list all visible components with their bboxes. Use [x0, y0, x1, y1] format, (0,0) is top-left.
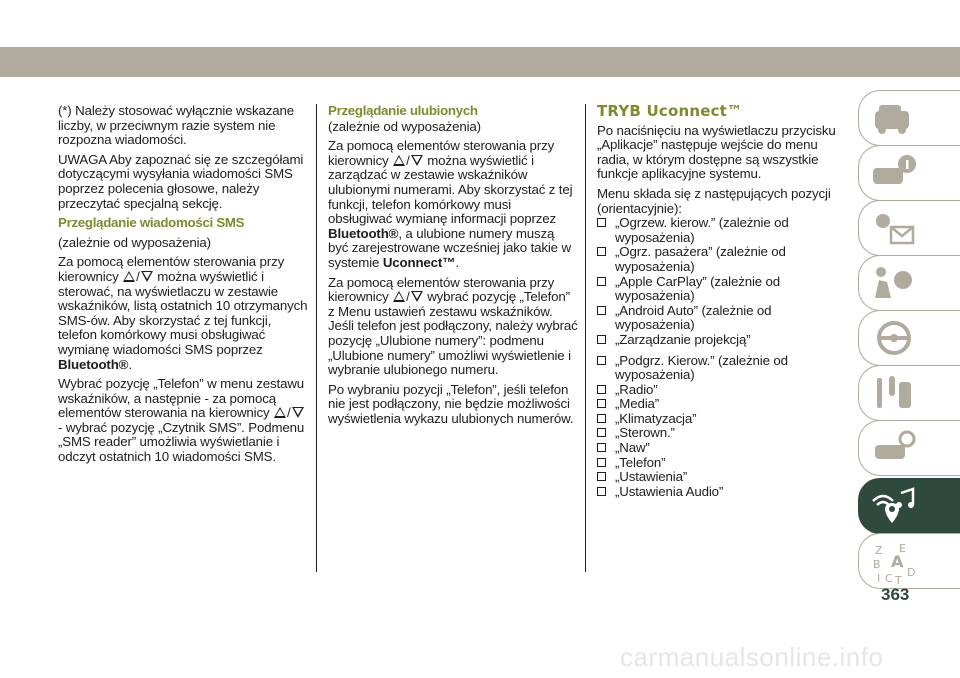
- triangle-down-icon: [411, 291, 423, 302]
- checkbox-bullet-icon: [597, 472, 606, 481]
- tab-driving[interactable]: [858, 310, 960, 366]
- menu-intro: Menu składa się z następujących pozycji (orientacyjnie):: [597, 185, 831, 216]
- svg-text:B: B: [873, 558, 881, 571]
- checkbox-bullet-icon: [597, 356, 606, 365]
- watermark: carmanualsonline.info: [620, 642, 884, 672]
- list-item: „Radio”: [597, 383, 847, 398]
- checkbox-bullet-icon: [597, 277, 606, 286]
- tab-multimedia[interactable]: [858, 478, 960, 534]
- equipment-note: (zależnie od wyposażenia): [58, 234, 211, 250]
- checkbox-bullet-icon: [597, 399, 606, 408]
- favorites-instructions: Za pomocą elementów sterowania przy kierownicy / można wyświetlić i zarządzać w zestawie wskaźników ulubionymi numerami. Aby skorzystać z tej funkcji, telefon komórkowy musi obsługiwać wymianę informacji poprzez Bluetooth®, a ulubione numery muszą być zarejestrowane wcześniej jako takie w systemie Uconnect™.: [328, 138, 573, 270]
- tab-dashboard[interactable]: [858, 90, 960, 146]
- checkbox-bullet-icon: [597, 247, 606, 256]
- column-divider-2: [585, 104, 586, 572]
- header-band: [0, 47, 960, 77]
- svg-text:Z: Z: [875, 544, 883, 557]
- checkbox-bullet-icon: [597, 487, 606, 496]
- favorites-menu-instructions: Za pomocą elementów sterowania przy kierownicy / wybrać pozycję „Telefon” z Menu ustawień zestawu wskaźników. Jeśli telefon jest podłączony, należy wybrać pozycję „Ulubione numery”: podmenu „Ulubione numery” umożliwi wyświetlenie i wybranie ulubionego numeru.: [328, 274, 578, 378]
- checkbox-bullet-icon: [597, 443, 606, 452]
- tab-car-info[interactable]: [858, 145, 960, 201]
- index-icon: [869, 540, 919, 586]
- tools-icon: [869, 372, 919, 414]
- checkbox-bullet-icon: [597, 458, 606, 467]
- svg-text:T: T: [895, 574, 902, 586]
- triangle-up-icon: [274, 407, 286, 418]
- sms-reader-instructions: Wybrać pozycję „Telefon” w menu zestawu wskaźników, a następnie - za pomocą elementów sterowania na kierownicy / - wybrać pozycję „Czytnik SMS”. Podmenu „SMS reader” umożliwia wyświetlanie i odczyt ostatnich 10 wiadomości SMS.: [58, 376, 305, 465]
- list-item: „Apple CarPlay” (zależnie od wyposażenia): [597, 275, 847, 304]
- car-dashboard-icon: [869, 97, 919, 139]
- page-number: 363: [881, 585, 910, 604]
- chapter-tabs: [858, 90, 960, 585]
- section-heading-sms: Przeglądanie wiadomości SMS: [58, 215, 245, 231]
- media-navigation-icon: [869, 485, 919, 531]
- list-item: „Podgrz. Kierow.” (zależnie od wyposażenia): [597, 354, 847, 383]
- column-1: [58, 104, 308, 470]
- column-2: [328, 104, 578, 431]
- airbag-icon: [869, 262, 919, 304]
- equipment-note: (zależnie od wyposażenia): [328, 118, 481, 134]
- car-info-icon: [869, 152, 919, 194]
- menu-list: [597, 216, 847, 499]
- triangle-down-icon: [292, 407, 304, 418]
- svg-text:E: E: [899, 542, 906, 555]
- svg-text:C: C: [885, 572, 893, 585]
- list-item: „Naw”: [597, 441, 847, 456]
- checkbox-bullet-icon: [597, 306, 606, 315]
- triangle-down-icon: [141, 271, 153, 282]
- warning-paragraph: UWAGA Aby zapoznać się ze szczegółami dotyczącymi wysyłania wiadomości SMS poprzez polecenia głosowe, należy przeczytać specjalną sekcję.: [58, 151, 304, 211]
- list-item: „Telefon”: [597, 456, 847, 471]
- section-heading-favorites: Przeglądanie ulubionych: [328, 103, 478, 118]
- tab-safety[interactable]: [858, 255, 960, 311]
- triangle-down-icon: [411, 155, 423, 166]
- tab-service[interactable]: [858, 420, 960, 476]
- tab-emergency[interactable]: [858, 365, 960, 421]
- column-divider-1: [316, 104, 317, 572]
- apps-paragraph: Po naciśnięciu na wyświetlaczu przycisku „Aplikacje” następuje wejście do menu radia, w którym dostępne są wszystkie funkcje aplikacyjne systemu.: [597, 122, 836, 182]
- list-item: „Ustawienia Audio”: [597, 485, 847, 500]
- list-item: „Ogrzew. kierow.” (zależnie od wyposażenia): [597, 216, 847, 245]
- steering-wheel-icon: [869, 317, 919, 359]
- checkbox-bullet-icon: [597, 385, 606, 394]
- section-heading-uconnect: TRYB Uconnect™: [597, 102, 743, 120]
- triangle-up-icon: [393, 291, 405, 302]
- list-item: „Ogrz. pasażera” (zależnie od wyposażenia): [597, 245, 847, 274]
- list-item: „Sterown.”: [597, 426, 847, 441]
- checkbox-bullet-icon: [597, 335, 606, 344]
- tab-warning-lights[interactable]: [858, 200, 960, 256]
- note-paragraph: (*) Należy stosować wyłącznie wskazane liczby, w przeciwnym razie system nie rozpozna wiadomości.: [58, 103, 294, 148]
- list-item: „Zarządzanie projekcją”: [597, 333, 847, 348]
- checkbox-bullet-icon: [597, 428, 606, 437]
- column-3: [597, 104, 847, 499]
- checkbox-bullet-icon: [597, 218, 606, 227]
- triangle-up-icon: [123, 271, 135, 282]
- phone-not-connected-note: Po wybraniu pozycji „Telefon”, jeśli telefon nie jest podłączony, nie będzie możliwości wyświetlenia wykazu ulubionych numerów.: [328, 381, 574, 426]
- triangle-up-icon: [393, 155, 405, 166]
- car-service-icon: [869, 427, 919, 469]
- svg-text:I: I: [877, 572, 881, 585]
- svg-text:D: D: [907, 566, 916, 579]
- tab-index[interactable]: [858, 533, 960, 589]
- sms-instructions: Za pomocą elementów sterowania przy kierownicy / można wyświetlić i sterować, na wyświetlaczu w zestawie wskaźników, listą ostatnich 10 otrzymanych SMS-ów. Aby skorzystać z tej funkcji, telefon komórkowy musi obsługiwać wymianę wiadomości SMS poprzez Bluetooth®.: [58, 254, 308, 372]
- checkbox-bullet-icon: [597, 414, 606, 423]
- svg-text:A: A: [891, 552, 904, 571]
- list-item: „Ustawienia”: [597, 470, 847, 485]
- warning-light-icon: [869, 207, 919, 249]
- list-item: „Android Auto” (zależnie od wyposażenia): [597, 304, 847, 333]
- list-item: „Klimatyzacja”: [597, 412, 847, 427]
- header-band-gap: [0, 77, 960, 86]
- list-item: „Media”: [597, 397, 847, 412]
